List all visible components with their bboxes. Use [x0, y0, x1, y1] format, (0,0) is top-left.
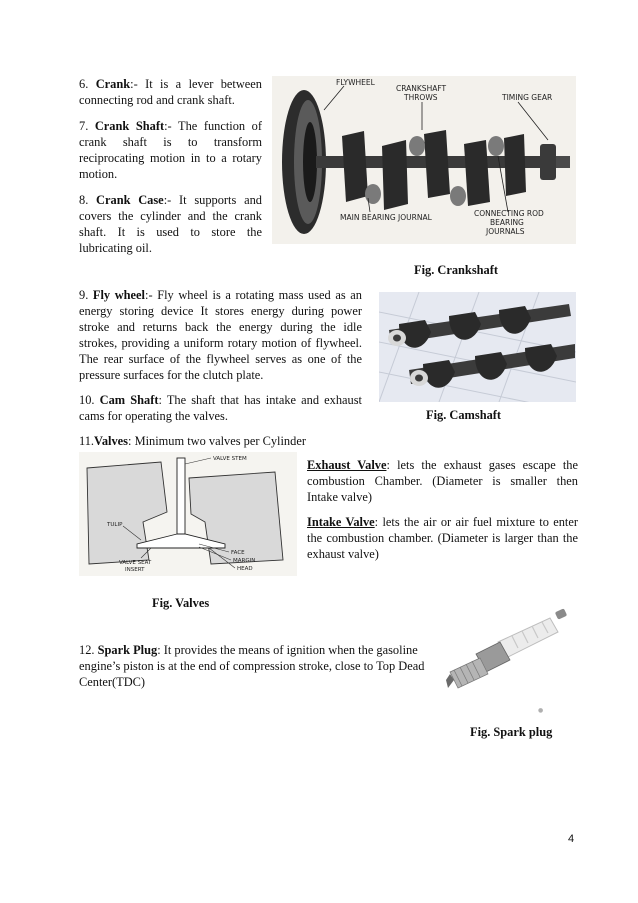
label-crankshaft-throws-2: THROWS — [404, 93, 438, 102]
term-crankshaft: Crank Shaft — [94, 119, 165, 133]
term-intake-valve: Intake Valve — [307, 515, 375, 529]
item-sparkplug: 12. Spark Plug: It provides the means of ignition when the gasoline engine’s piston is at the end of compression stroke, close to Top Dead Center(TDC) — [79, 643, 425, 689]
item-crank: 6. Crank:- It is a lever between connecting rod and crank shaft. — [79, 77, 262, 107]
label-conrod-2: BEARING — [490, 218, 524, 227]
label-flywheel: FLYWHEEL — [336, 78, 375, 87]
crankshaft-illustration — [272, 76, 576, 244]
valves-illustration — [79, 452, 297, 576]
term-exhaust-valve: Exhaust Valve — [307, 458, 387, 472]
caption-camshaft: Fig. Camshaft — [426, 408, 502, 422]
crankshaft-figure — [272, 76, 576, 244]
label-main-bearing: MAIN BEARING JOURNAL — [340, 213, 432, 222]
label-margin: MARGIN — [233, 558, 256, 564]
caption-crankshaft: Fig. Crankshaft — [414, 263, 498, 277]
item-crankcase: 8. Crank Case:- It supports and covers the cylinder and the crank shaft. It is used to store the lubricating oil. — [79, 193, 262, 255]
term-camshaft: Cam Shaft — [99, 393, 159, 407]
item-valves: 11.Valves: Minimum two valves per Cylinder — [79, 434, 306, 448]
label-timing-gear: TIMING GEAR — [502, 93, 553, 102]
caption-sparkplug: Fig. Spark plug — [470, 725, 553, 739]
item-flywheel: 9. Fly wheel:- Fly wheel is a rotating mass used as an energy storing device It stores energy during power stroke and returns back the energy during the idle strokes, providing a uniform rotary motion of flywheel. The rear surface of the flywheel serves as one of the pressure surfaces for the clutch plate. — [79, 288, 362, 382]
item-exhaust-valve: Exhaust Valve: lets the exhaust gases escape the combustion Chamber. (Diameter is smaller then Intake valve) — [307, 458, 578, 504]
camshaft-illustration — [379, 292, 576, 402]
label-valve-seat-1: VALVE SEAT — [119, 560, 152, 566]
label-conrod-3: JOURNALS — [486, 227, 525, 236]
term-flywheel: Fly wheel — [92, 288, 145, 302]
item-intake-valve: Intake Valve: lets the air or air fuel mixture to enter the combustion chamber. (Diameter is larger than the exhaust valve) — [307, 515, 578, 561]
label-valve-seat-2: INSERT — [125, 567, 145, 573]
label-face: FACE — [231, 550, 245, 556]
sparkplug-illustration — [440, 604, 578, 716]
item-crankshaft: 7. Crank Shaft:- The function of crank shaft is to transform reciprocating motion in to a rotary motion. — [79, 119, 262, 181]
page-number: 4 — [568, 833, 575, 845]
term-valves: Valves — [94, 434, 128, 448]
label-head: HEAD — [237, 566, 253, 572]
label-valve-stem: VALVE STEM — [213, 456, 247, 462]
sparkplug-figure — [440, 604, 578, 716]
svg-text:●: ● — [538, 707, 544, 714]
valves-figure — [79, 452, 297, 576]
camshaft-figure — [379, 292, 576, 402]
label-conrod-1: CONNECTING ROD — [474, 209, 544, 218]
item-camshaft: 10. Cam Shaft: The shaft that has intake and exhaust cams for operating the valves. — [79, 393, 363, 423]
label-crankshaft-throws-1: CRANKSHAFT — [396, 84, 447, 93]
label-tulip: TULIP — [107, 522, 123, 528]
term-sparkplug: Spark Plug — [97, 643, 158, 657]
term-crankcase: Crank Case — [96, 193, 164, 207]
term-crank: Crank — [95, 77, 131, 91]
caption-valves: Fig. Valves — [152, 596, 210, 610]
